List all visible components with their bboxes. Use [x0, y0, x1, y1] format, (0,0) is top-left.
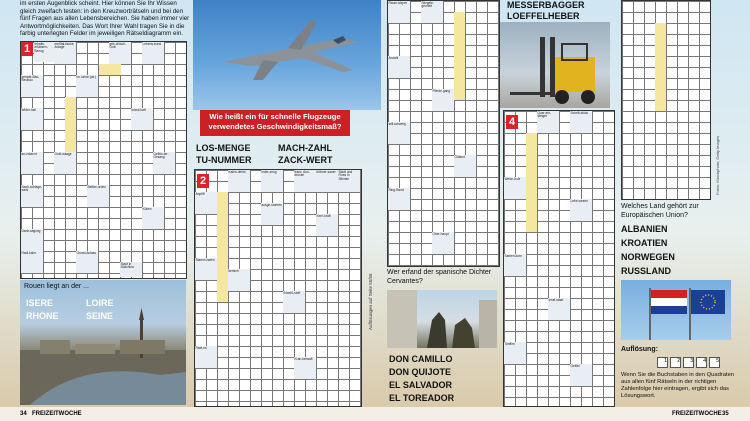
highlight-col-2: [217, 192, 228, 302]
clue-cell: Wider-hall: [21, 108, 43, 130]
answer-option[interactable]: RUSSLAND: [621, 266, 672, 276]
answer-option[interactable]: ALBANIEN: [621, 224, 668, 234]
crossword-grid-3[interactable]: [387, 0, 500, 267]
clue-cell: Geflüs-ter-Gesang: [153, 152, 175, 174]
answer-top-word[interactable]: MESSERBAGGER: [507, 0, 585, 10]
jet-question: Wie heißt ein für schnelle Flugzeuge verwendetes Geschwindigkeitsmaß?: [200, 110, 350, 136]
puzzle-number-2: 2: [197, 174, 209, 188]
clue-cell: Grund-Anlass: [76, 251, 98, 273]
photo-credit: Fotos: iStockphoto, Getty Images: [715, 135, 720, 195]
clue-cell: grie-chisch-Gott: [109, 42, 131, 64]
clue-cell: Lebens-bund: [142, 42, 164, 64]
clue-cell: Ring-Rand: [388, 188, 410, 210]
clue-cell: Rate-rei: [195, 346, 217, 368]
clue-cell: Schrift-stück: [570, 111, 592, 133]
clue-cell: Stadt in Südchina: [120, 262, 142, 277]
answer-option[interactable]: ZACK-WERT: [278, 155, 333, 165]
answer-option[interactable]: TU-NUMMER: [196, 155, 252, 165]
flags-photo: [621, 280, 731, 340]
clue-cell: Lebe-wesen: [570, 199, 592, 221]
clue-cell: Insel-staat: [548, 298, 570, 320]
solution-box[interactable]: 4: [696, 357, 707, 368]
answer-option[interactable]: ISERE: [26, 298, 54, 308]
statue-illustration: [387, 290, 497, 348]
solution-label: Auflösung:: [621, 346, 658, 353]
answer-option[interactable]: EL TOREADOR: [389, 393, 455, 403]
clue-cell: Anpfiff: [195, 192, 217, 214]
clue-cell: meßtal-tische Anlage: [54, 42, 76, 64]
question-panel-1: [20, 280, 186, 405]
intro-text: im ersten Augenblick scheint. Hier können Sie Ihr Wissen gleich zweifach testen: in den Kreuzworträtseln und bei den fünf Fragen aus allen Lebensbereichen. Sie haben immer vier Antwortmöglichkeiten. Das Wort Ihrer Wahl tragen Sie in die farbig unterlegten Felder im jeweiligen Rätseldiagramm ein.: [20, 0, 190, 38]
fighter-jet-illustration: [193, 0, 381, 110]
solution-instructions: Wenn Sie die Buchstaben in den Quadraten aus allen fünf Rätseln in der richtigen Zahlenfolge hier eintragen, ergibt sich das Lösungswort.: [621, 372, 735, 399]
answer-option[interactable]: RHONE: [26, 311, 59, 321]
page-footer: [0, 407, 750, 421]
question-text-1: Rouen liegt an der ...: [24, 283, 89, 290]
clue-cell: Dank-sagung: [21, 229, 43, 251]
crossword-grid-5[interactable]: [621, 0, 711, 200]
clue-cell: Küken: [142, 207, 164, 229]
clue-cell: Nach-schlage-werk: [21, 185, 43, 207]
question-text-4: Welches Land gehört zur Europäischen Union?: [621, 203, 699, 219]
clue-cell: an-erkannt: [21, 152, 43, 174]
jet-photo: [193, 0, 381, 110]
clue-cell: Sitzgele-genheit: [421, 1, 443, 23]
crossword-grid-1[interactable]: [20, 41, 187, 279]
right-brand: FREIZEITWOCHE: [672, 411, 722, 417]
left-brand: FREIZEITWOCHE: [32, 411, 82, 417]
answer-option[interactable]: LOS-MENGE: [196, 143, 251, 153]
solution-box[interactable]: 5: [709, 357, 720, 368]
don-quixote-photo: [387, 290, 497, 348]
answer-option[interactable]: LOIRE: [86, 298, 114, 308]
clue-cell: Stadt und Fluss in Sibirien: [338, 170, 360, 192]
answer-option[interactable]: MACH-ZAHL: [278, 143, 332, 153]
clue-cell: Anzahl: [388, 56, 410, 78]
answer-option[interactable]: DON QUIJOTE: [389, 367, 452, 377]
answer-option[interactable]: SEINE: [86, 311, 114, 321]
crossword-grid-2[interactable]: [194, 169, 362, 407]
question-text-3: Wer erfand der spanische Dichter Cervantes?: [387, 269, 492, 285]
highlight-col-3: [454, 12, 465, 100]
clue-cell: Raum-körper: [388, 1, 410, 23]
highlight-col-5: [655, 23, 666, 111]
clue-cell: Stamm-hafen: [195, 258, 217, 280]
solution-box[interactable]: 1: [657, 357, 668, 368]
clue-cell: Kran-kensaft: [294, 357, 316, 379]
answer-option[interactable]: NORWEGEN: [621, 252, 675, 262]
clue-cell: im Jahre (lat.): [76, 75, 98, 97]
clue-cell: Tonfilm: [504, 342, 526, 364]
clue-cell: Gefühl: [570, 364, 592, 386]
clue-cell: tierisch: [228, 269, 250, 291]
answer-top-word[interactable]: LOEFFELHEBER: [507, 11, 580, 21]
answer-option[interactable]: DON CAMILLO: [389, 354, 453, 364]
clue-cell: Bettler-orden: [87, 185, 109, 207]
clue-cell: franz. Aus-drücke: [294, 170, 316, 192]
crossword-grid-4[interactable]: [503, 110, 615, 407]
highlight-row-1: [99, 64, 121, 75]
answer-option[interactable]: KROATIEN: [621, 238, 668, 248]
clue-cell: Weich-holz: [504, 177, 526, 199]
flags-illustration: [621, 280, 731, 340]
forklift-photo: [500, 22, 610, 108]
solution-box[interactable]: 2: [670, 357, 681, 368]
answer-option[interactable]: EL SALVADOR: [389, 380, 453, 390]
clue-cell: Eiweiß-stoff: [283, 291, 305, 313]
solutions-note: Auflösungen auf Seite 55/56: [368, 273, 373, 330]
forklift-illustration: [500, 22, 610, 108]
highlight-col-4: [526, 133, 537, 232]
clue-cell: Radi-kaler: [21, 251, 43, 273]
clue-cell: gerade-Bau-Neubau: [21, 75, 43, 97]
clue-cell: krank-haft: [131, 108, 153, 130]
clue-cell: Kern-kraft: [316, 214, 338, 236]
clue-cell: leder-zeug: [261, 170, 283, 192]
solution-box[interactable]: 3: [683, 357, 694, 368]
clue-cell: Kalen-derist: [228, 170, 250, 192]
clue-cell: Ober-haupt: [432, 232, 454, 254]
clue-cell: trübner-sauer: [316, 170, 338, 192]
right-page-number: 35: [722, 411, 729, 417]
clue-cell: still-schweig: [388, 122, 410, 144]
puzzle-number-1: 1: [21, 42, 33, 56]
clue-cell: ausge-storben: [261, 203, 283, 225]
puzzle-number-4: 4: [506, 115, 518, 129]
clue-cell: Ödland: [454, 155, 476, 177]
clue-cell: Quer-ein-steiger: [537, 111, 559, 133]
clue-cell: Samen-korn: [504, 254, 526, 276]
clue-cell: Inhalts-erfassen-Bezug: [34, 42, 54, 62]
clue-cell: Gold-waage: [54, 152, 76, 174]
left-page-number: 34: [20, 411, 27, 417]
clue-cell: Pferde-gang: [432, 89, 454, 111]
